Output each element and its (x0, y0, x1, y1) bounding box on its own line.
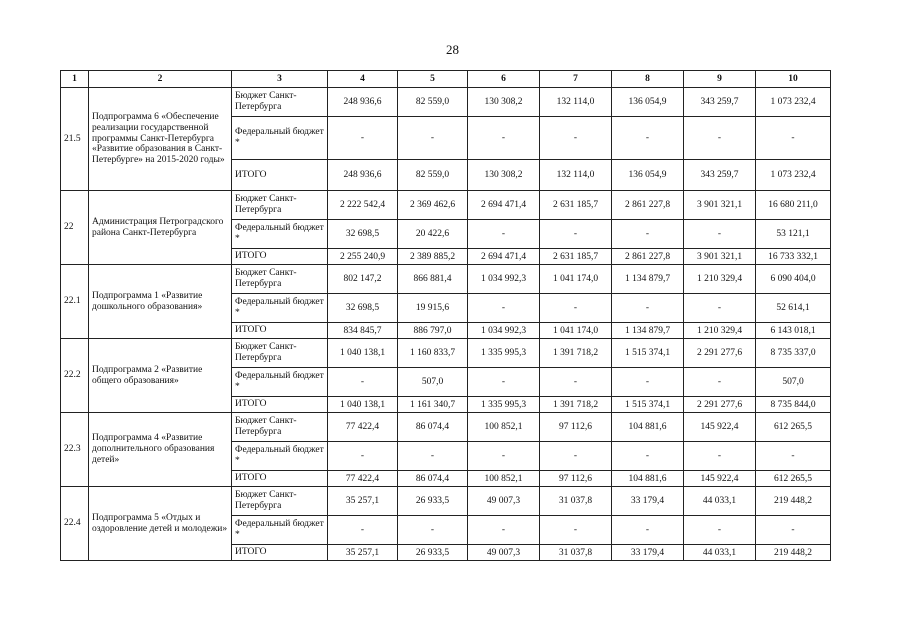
amount-cell: 2 631 185,7 (540, 191, 612, 220)
amount-cell: 130 308,2 (468, 160, 540, 191)
amount-cell: 1 040 138,1 (328, 339, 398, 368)
amount-cell: - (540, 294, 612, 323)
funding-source-label: Федеральный бюджет * (232, 220, 328, 249)
amount-cell: 145 922,4 (684, 471, 756, 487)
amount-cell: 802 147,2 (328, 265, 398, 294)
section-name: Подпрограмма 1 «Развитие дошкольного образования» (89, 265, 232, 339)
amount-cell: - (540, 516, 612, 545)
amount-cell: - (328, 442, 398, 471)
amount-cell: - (612, 516, 684, 545)
amount-cell: 886 797,0 (398, 323, 468, 339)
amount-cell: 97 112,6 (540, 471, 612, 487)
header-cell: 9 (684, 71, 756, 88)
amount-cell: 1 515 374,1 (612, 397, 684, 413)
amount-cell: 20 422,6 (398, 220, 468, 249)
amount-cell: 1 210 329,4 (684, 265, 756, 294)
amount-cell: 1 161 340,7 (398, 397, 468, 413)
amount-cell: 1 041 174,0 (540, 265, 612, 294)
header-cell: 7 (540, 71, 612, 88)
amount-cell: 35 257,1 (328, 545, 398, 561)
amount-cell: 31 037,8 (540, 487, 612, 516)
amount-cell: 2 631 185,7 (540, 249, 612, 265)
funding-source-label: ИТОГО (232, 249, 328, 265)
amount-cell: - (756, 117, 831, 160)
amount-cell: 866 881,4 (398, 265, 468, 294)
amount-cell: 3 901 321,1 (684, 249, 756, 265)
section-name: Администрация Петроградского района Санкт-Петербурга (89, 191, 232, 265)
amount-cell: - (684, 220, 756, 249)
table-row (61, 265, 831, 294)
header-cell: 4 (328, 71, 398, 88)
amount-cell: 44 033,1 (684, 487, 756, 516)
section-name: Подпрограмма 4 «Развитие дополнительного образования детей» (89, 413, 232, 487)
amount-cell: 1 134 879,7 (612, 265, 684, 294)
funding-source-label: Федеральный бюджет * (232, 516, 328, 545)
amount-cell: 104 881,6 (612, 413, 684, 442)
section-name: Подпрограмма 6 «Обеспечение реализации государственной программы Санкт-Петербурга «Развитие образования в Санкт-Петербурге» на 2015-2020 годы» (89, 88, 232, 191)
amount-cell: 82 559,0 (398, 88, 468, 117)
amount-cell: 1 210 329,4 (684, 323, 756, 339)
amount-cell: 52 614,1 (756, 294, 831, 323)
section-number: 22.3 (61, 413, 89, 487)
amount-cell: - (328, 516, 398, 545)
amount-cell: 1 391 718,2 (540, 397, 612, 413)
funding-source-label: ИТОГО (232, 160, 328, 191)
header-cell: 10 (756, 71, 831, 88)
amount-cell: - (684, 516, 756, 545)
funding-source-label: ИТОГО (232, 323, 328, 339)
amount-cell: 1 034 992,3 (468, 323, 540, 339)
amount-cell: - (756, 516, 831, 545)
amount-cell: 136 054,9 (612, 160, 684, 191)
amount-cell: 248 936,6 (328, 88, 398, 117)
amount-cell: 145 922,4 (684, 413, 756, 442)
amount-cell: - (468, 368, 540, 397)
amount-cell: - (328, 368, 398, 397)
funding-source-label: ИТОГО (232, 397, 328, 413)
amount-cell: 44 033,1 (684, 545, 756, 561)
amount-cell: 1 160 833,7 (398, 339, 468, 368)
table-row (61, 339, 831, 368)
amount-cell: - (398, 442, 468, 471)
amount-cell: 136 054,9 (612, 88, 684, 117)
amount-cell: 32 698,5 (328, 294, 398, 323)
table-body (61, 88, 831, 561)
funding-source-label: Федеральный бюджет * (232, 117, 328, 160)
amount-cell: - (612, 220, 684, 249)
amount-cell: 16 680 211,0 (756, 191, 831, 220)
funding-source-label: Федеральный бюджет * (232, 442, 328, 471)
table-row (61, 191, 831, 220)
funding-source-label: Бюджет Санкт-Петербурга (232, 88, 328, 117)
amount-cell: - (328, 117, 398, 160)
amount-cell: - (612, 117, 684, 160)
amount-cell: 6 143 018,1 (756, 323, 831, 339)
amount-cell: 49 007,3 (468, 545, 540, 561)
amount-cell: - (540, 117, 612, 160)
amount-cell: 612 265,5 (756, 471, 831, 487)
amount-cell: 507,0 (398, 368, 468, 397)
section-number: 22 (61, 191, 89, 265)
section-number: 21.5 (61, 88, 89, 191)
amount-cell: 343 259,7 (684, 160, 756, 191)
amount-cell: - (398, 516, 468, 545)
amount-cell: - (756, 442, 831, 471)
amount-cell: 8 735 337,0 (756, 339, 831, 368)
amount-cell: 612 265,5 (756, 413, 831, 442)
amount-cell: 77 422,4 (328, 413, 398, 442)
table-row (61, 88, 831, 117)
amount-cell: 82 559,0 (398, 160, 468, 191)
amount-cell: - (468, 442, 540, 471)
funding-source-label: Бюджет Санкт-Петербурга (232, 191, 328, 220)
amount-cell: 2 291 277,6 (684, 397, 756, 413)
amount-cell: 248 936,6 (328, 160, 398, 191)
funding-source-label: Бюджет Санкт-Петербурга (232, 339, 328, 368)
amount-cell: - (684, 442, 756, 471)
amount-cell: - (468, 117, 540, 160)
amount-cell: 1 073 232,4 (756, 88, 831, 117)
amount-cell: - (468, 220, 540, 249)
amount-cell: - (540, 220, 612, 249)
amount-cell: 26 933,5 (398, 487, 468, 516)
amount-cell: 86 074,4 (398, 471, 468, 487)
header-cell: 8 (612, 71, 684, 88)
amount-cell: - (468, 516, 540, 545)
funding-source-label: Федеральный бюджет * (232, 368, 328, 397)
amount-cell: - (684, 117, 756, 160)
amount-cell: 53 121,1 (756, 220, 831, 249)
table-row (61, 487, 831, 516)
header-row (61, 71, 831, 88)
section-name: Подпрограмма 5 «Отдых и оздоровление детей и молодежи» (89, 487, 232, 561)
amount-cell: 2 222 542,4 (328, 191, 398, 220)
amount-cell: 2 389 885,2 (398, 249, 468, 265)
amount-cell: - (612, 442, 684, 471)
amount-cell: 343 259,7 (684, 88, 756, 117)
amount-cell: 2 291 277,6 (684, 339, 756, 368)
amount-cell: 1 034 992,3 (468, 265, 540, 294)
amount-cell: 1 040 138,1 (328, 397, 398, 413)
amount-cell: 77 422,4 (328, 471, 398, 487)
amount-cell: - (540, 442, 612, 471)
amount-cell: 6 090 404,0 (756, 265, 831, 294)
header-cell: 3 (232, 71, 328, 88)
amount-cell: 2 369 462,6 (398, 191, 468, 220)
amount-cell: 33 179,4 (612, 487, 684, 516)
header-cell: 6 (468, 71, 540, 88)
header-cell: 2 (89, 71, 232, 88)
amount-cell: 2 694 471,4 (468, 249, 540, 265)
amount-cell: 8 735 844,0 (756, 397, 831, 413)
amount-cell: 2 861 227,8 (612, 191, 684, 220)
amount-cell: - (468, 294, 540, 323)
amount-cell: - (398, 117, 468, 160)
amount-cell: 2 694 471,4 (468, 191, 540, 220)
funding-source-label: Бюджет Санкт-Петербурга (232, 413, 328, 442)
amount-cell: 49 007,3 (468, 487, 540, 516)
header-cell: 1 (61, 71, 89, 88)
amount-cell: 33 179,4 (612, 545, 684, 561)
section-number: 22.1 (61, 265, 89, 339)
amount-cell: 1 515 374,1 (612, 339, 684, 368)
amount-cell: - (540, 368, 612, 397)
amount-cell: 2 255 240,9 (328, 249, 398, 265)
funding-source-label: ИТОГО (232, 471, 328, 487)
amount-cell: 26 933,5 (398, 545, 468, 561)
table-row (61, 413, 831, 442)
amount-cell: 1 041 174,0 (540, 323, 612, 339)
amount-cell: 3 901 321,1 (684, 191, 756, 220)
amount-cell: 97 112,6 (540, 413, 612, 442)
amount-cell: 834 845,7 (328, 323, 398, 339)
amount-cell: 1 073 232,4 (756, 160, 831, 191)
amount-cell: 130 308,2 (468, 88, 540, 117)
amount-cell: 19 915,6 (398, 294, 468, 323)
amount-cell: - (684, 294, 756, 323)
amount-cell: 100 852,1 (468, 413, 540, 442)
section-number: 22.2 (61, 339, 89, 413)
budget-table (60, 70, 831, 561)
amount-cell: 32 698,5 (328, 220, 398, 249)
funding-source-label: ИТОГО (232, 545, 328, 561)
amount-cell: 1 391 718,2 (540, 339, 612, 368)
amount-cell: 219 448,2 (756, 545, 831, 561)
amount-cell: - (612, 368, 684, 397)
section-number: 22.4 (61, 487, 89, 561)
amount-cell: 35 257,1 (328, 487, 398, 516)
page-number: 28 (446, 42, 459, 57)
funding-source-label: Федеральный бюджет * (232, 294, 328, 323)
funding-source-label: Бюджет Санкт-Петербурга (232, 487, 328, 516)
amount-cell: 132 114,0 (540, 160, 612, 191)
amount-cell: 86 074,4 (398, 413, 468, 442)
amount-cell: 31 037,8 (540, 545, 612, 561)
funding-source-label: Бюджет Санкт-Петербурга (232, 265, 328, 294)
amount-cell: 1 335 995,3 (468, 339, 540, 368)
amount-cell: 1 335 995,3 (468, 397, 540, 413)
amount-cell: - (612, 294, 684, 323)
amount-cell: 16 733 332,1 (756, 249, 831, 265)
amount-cell: 2 861 227,8 (612, 249, 684, 265)
amount-cell: 104 881,6 (612, 471, 684, 487)
amount-cell: 132 114,0 (540, 88, 612, 117)
amount-cell: 1 134 879,7 (612, 323, 684, 339)
section-name: Подпрограмма 2 «Развитие общего образования» (89, 339, 232, 413)
amount-cell: 219 448,2 (756, 487, 831, 516)
amount-cell: 100 852,1 (468, 471, 540, 487)
header-cell: 5 (398, 71, 468, 88)
amount-cell: 507,0 (756, 368, 831, 397)
amount-cell: - (684, 368, 756, 397)
